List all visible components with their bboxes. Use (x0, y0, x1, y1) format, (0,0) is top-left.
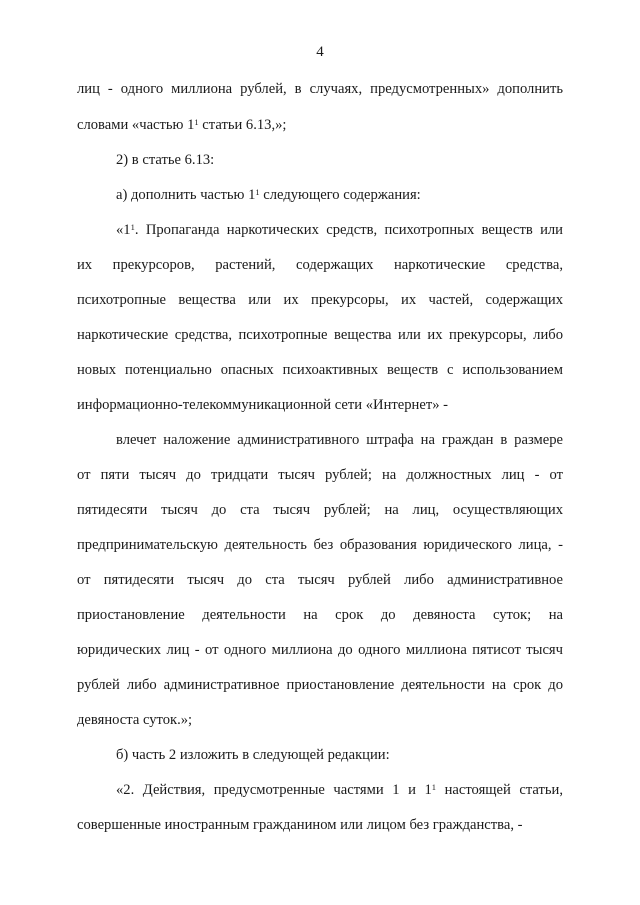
paragraph-5-line-2: от пяти тысяч до тридцати тысяч рублей; на должностных лиц - от (77, 467, 563, 483)
text-run: следующего содержания: (259, 187, 421, 203)
text-run: «1 (116, 222, 131, 238)
paragraph-5-line-8: рублей либо административное приостановление деятельности на срок до (77, 677, 563, 693)
text-run: «2. Действия, предусмотренные частями 1 и 1 (116, 782, 432, 798)
superscript: 1 (130, 222, 135, 232)
paragraph-4-line-6: информационно-телекоммуникационной сети «Интернет» - (77, 397, 448, 413)
superscript: 1 (255, 187, 260, 197)
paragraph-6: б) часть 2 изложить в следующей редакции: (116, 747, 390, 763)
paragraph-4-line-5: новых потенциально опасных психоактивных веществ с использованием (77, 362, 563, 378)
paragraph-4-line-1 (116, 221, 563, 239)
paragraph-3 (116, 186, 563, 204)
paragraph-1-line-2 (77, 116, 563, 134)
paragraph-4-line-4: наркотические средства, психотропные вещества или их прекурсоры, либо (77, 327, 563, 343)
paragraph-5-line-6: приостановление деятельности на срок до девяноста суток; на (77, 607, 563, 623)
page-number: 4 (316, 44, 324, 60)
paragraph-5-line-9: девяноста суток.»; (77, 712, 193, 728)
paragraph-7-line-1 (116, 781, 563, 799)
text-run: а) дополнить частью 1 (116, 187, 256, 203)
paragraph-5-line-4: предпринимательскую деятельность без образования юридического лица, - (77, 537, 563, 553)
text-run: настоящей статьи, (436, 782, 563, 798)
paragraph-7-line-2: совершенные иностранным гражданином или лицом без гражданства, - (77, 817, 523, 833)
paragraph-5-line-5: от пятидесяти тысяч до ста тысяч рублей либо административное (77, 572, 563, 588)
paragraph-5-line-7: юридических лиц - от одного миллиона до одного миллиона пятисот тысяч (77, 642, 563, 658)
paragraph-5-line-1: влечет наложение административного штрафа на граждан в размере (116, 432, 563, 448)
text-run: статьи 6.13,»; (198, 117, 287, 133)
superscript: 1 (194, 117, 199, 127)
superscript: 1 (431, 782, 437, 792)
paragraph-5-line-3: пятидесяти тысяч до ста тысяч рублей; на лиц, осуществляющих (77, 502, 563, 518)
text-run: словами «частью 1 (77, 117, 195, 133)
text-run: . Пропаганда наркотических средств, психотропных веществ или (134, 222, 563, 238)
paragraph-4-line-3: психотропные вещества или их прекурсоры, их частей, содержащих (77, 292, 563, 308)
paragraph-1-line-1: лиц - одного миллиона рублей, в случаях, предусмотренных» дополнить (77, 81, 563, 97)
paragraph-2: 2) в статье 6.13: (116, 152, 215, 168)
paragraph-4-line-2: их прекурсоров, растений, содержащих наркотические средства, (77, 257, 563, 273)
